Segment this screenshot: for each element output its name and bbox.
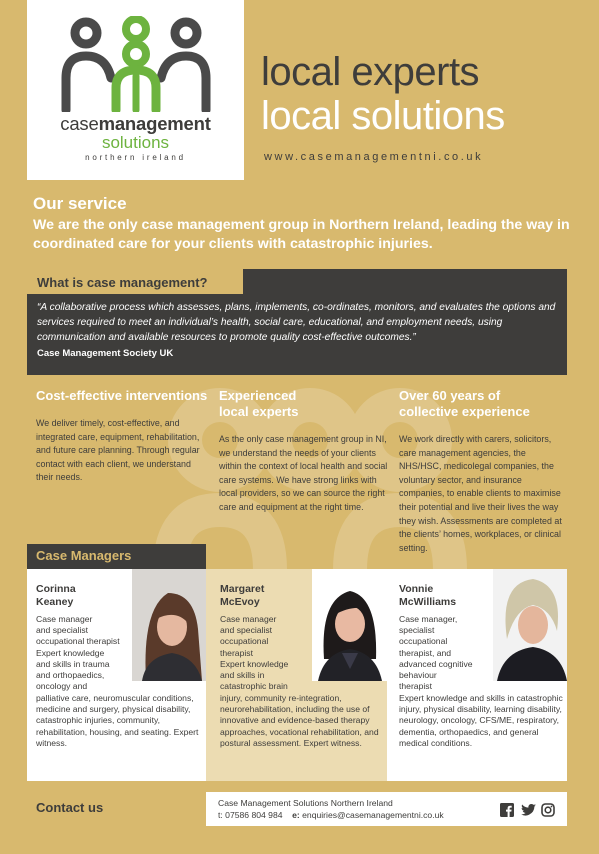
manager-name: Corinna Keaney — [36, 583, 76, 608]
twitter-icon[interactable] — [521, 803, 536, 817]
logo-wordmark: casemanagement — [60, 113, 211, 134]
column-local-experts — [219, 388, 389, 515]
contact-details: t: 07586 804 984 e: enquiries@casemanagementni.co.uk — [218, 810, 444, 820]
service-description: We are the only case management group in Northern Ireland, leading the way in coordinated care for your clients with catastrophic injuries. — [33, 217, 570, 252]
manager-card-corinna — [27, 569, 206, 781]
portrait-photo — [493, 569, 567, 681]
contact-phone[interactable]: 07586 804 984 — [225, 810, 283, 820]
facebook-icon[interactable] — [500, 803, 514, 817]
column-text: As the only case management group in NI, we understand the needs of your clients within the context of local health and social care systems. We have strong links with local providers, so we can source the right care and equipment at the right time. — [219, 434, 388, 512]
column-title: Cost-effective interventions — [36, 388, 208, 403]
contact-bar — [27, 792, 567, 826]
logo-region: northern ireland — [85, 153, 186, 162]
contact-organisation: Case Management Solutions Northern Ireland — [218, 798, 393, 808]
manager-name: Margaret McEvoy — [220, 583, 265, 608]
column-experience — [399, 388, 567, 555]
manager-card-vonnie — [387, 569, 567, 781]
manager-role: Case manager, specialist occupational therapist, and advanced cognitive behaviour therapist — [399, 614, 473, 692]
people-logo-icon — [61, 16, 211, 112]
manager-card-margaret — [206, 569, 387, 781]
manager-expertise: injury, community re-integration, neurorehabilitation, including the use of innovative and evidence-based therapy approaches, vocational rehabilitation, and postural assessment. Expert witness. — [220, 693, 379, 748]
column-title: Over 60 years of collective experience — [399, 388, 530, 419]
contact-heading: Contact us — [27, 792, 206, 826]
column-text: We work directly with carers, solicitors, care management agencies, the NHS/HSC, medicolegal companies, the voluntary sector, and insurance companies, to enable clients to maximise their potential and live their lives the way they wish. Assessments are completed at the clients’ homes, workplaces, or clinical setting. — [399, 434, 562, 553]
logo-solutions: solutions — [101, 133, 170, 152]
column-cost-effective — [36, 388, 208, 485]
manager-role: Case manager and specialist occupational therapist Expert knowledge and skills in catastrophic brain — [220, 614, 289, 692]
case-managers-panel — [27, 569, 567, 781]
definition-heading: What is case management? — [27, 269, 243, 294]
tagline-line2: local solutions — [261, 94, 505, 138]
service-heading: Our service — [33, 194, 127, 213]
manager-name: Vonnie McWilliams — [399, 583, 457, 608]
instagram-icon[interactable] — [541, 803, 555, 817]
column-title: Experienced local experts — [219, 388, 299, 419]
logo — [27, 0, 244, 180]
case-managers-heading: Case Managers — [27, 544, 206, 569]
definition-quote: “A collaborative process which assesses, plans, implements, co-ordinates, monitors, and evaluates the options and services required to meet an individual’s health, social care, educational, and employment needs, using communication and available resources to promote quality cost-effective outcomes.” — [37, 302, 556, 343]
contact-email[interactable]: enquiries@casemanagementni.co.uk — [302, 810, 444, 820]
website-link[interactable]: www.casemanagementni.co.uk — [264, 151, 484, 163]
tagline-line1: local experts — [261, 50, 480, 94]
manager-role: Case manager and specialist occupational therapist Expert knowledge and skills in trauma and orthopaedics, oncology and — [36, 614, 120, 692]
portrait-photo — [132, 569, 206, 681]
portrait-photo — [312, 569, 387, 681]
definition-source: Case Management Society UK — [37, 348, 174, 359]
column-text: We deliver timely, cost-effective, and integrated care, equipment, rehabilitation, and future care planning. Through regular contact with each client, we understand their needs. — [36, 418, 200, 483]
manager-expertise: palliative care, neuromuscular conditions, medicine and surgery, physical disability, catastrophic injuries, community, rehabilitation, housing, and seating. Expert witness. — [36, 693, 199, 748]
manager-expertise: Expert knowledge and skills in catastrophic injury, physical disability, learning disability, neurology, oncology, CFS/ME, respiratory, dementia, orthopaedics, and general medical conditions. — [399, 693, 563, 748]
